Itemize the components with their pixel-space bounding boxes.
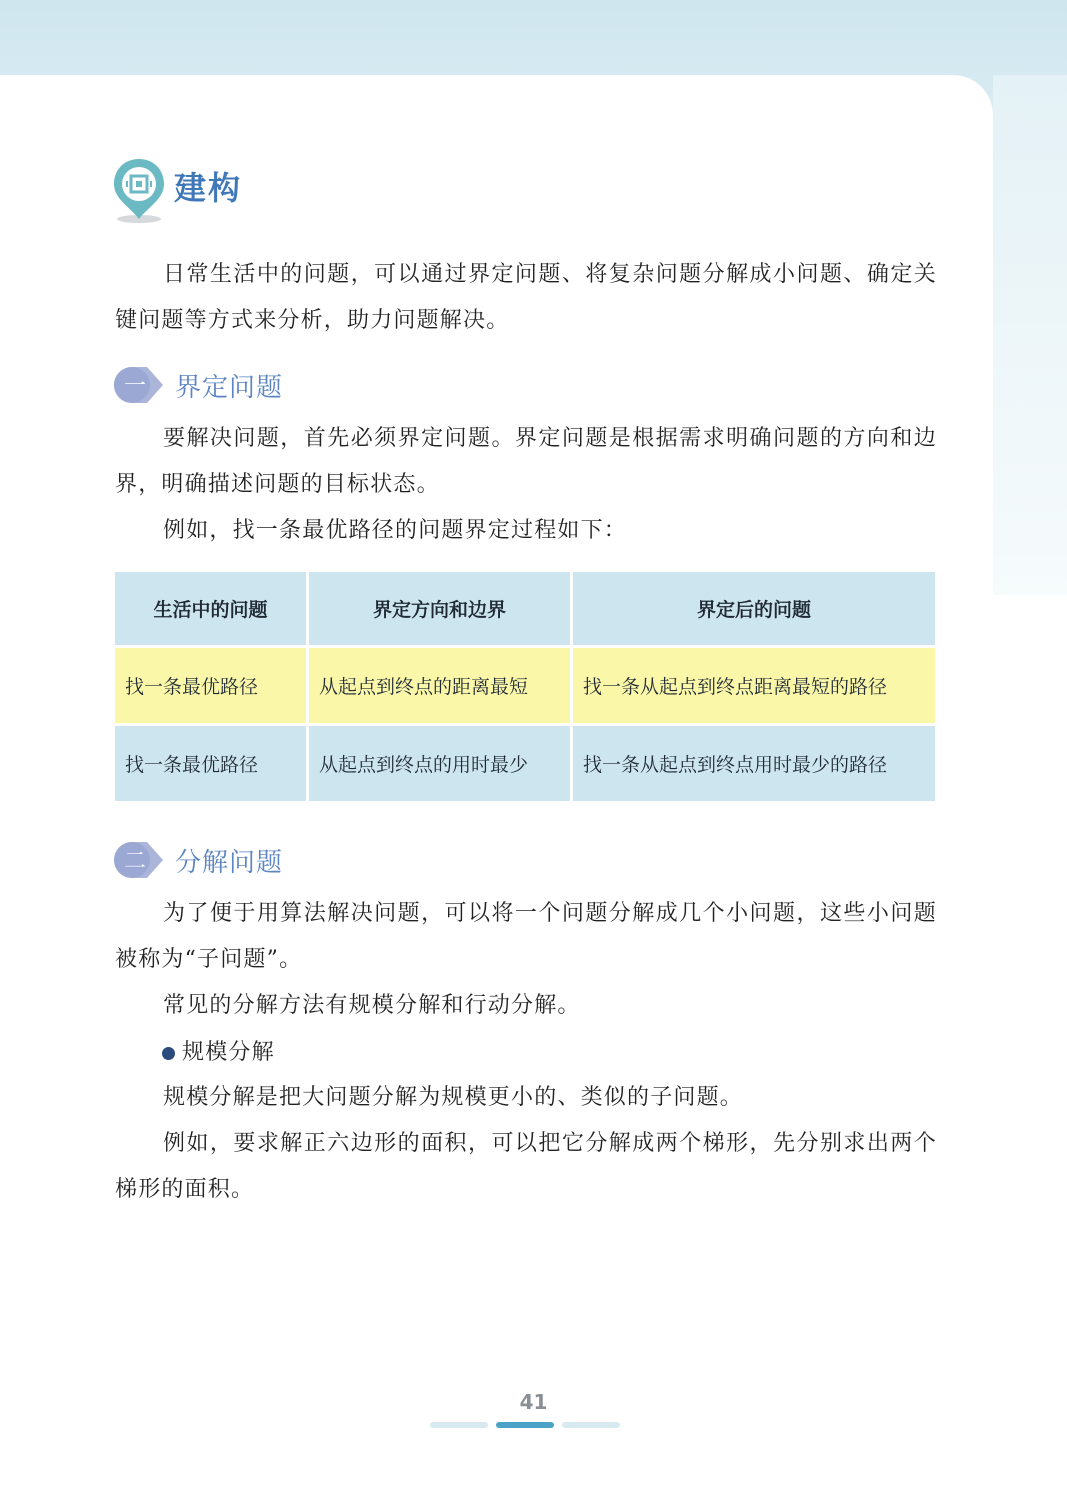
table-cell: 找一条从起点到终点用时最少的路径 bbox=[573, 726, 935, 804]
main-heading bbox=[110, 155, 242, 225]
page-bar-center bbox=[496, 1422, 554, 1428]
bullet-label: 规模分解 bbox=[182, 1040, 275, 1065]
section-heading-decompose bbox=[113, 840, 283, 880]
scale-decomposition-paragraph: 规模分解是把大问题分解为规模更小的、类似的子问题。 bbox=[163, 1085, 744, 1110]
table-cell: 找一条从起点到终点距离最短的路径 bbox=[573, 648, 935, 726]
page-number: 41 bbox=[519, 1390, 548, 1414]
section-title-decompose: 分解问题 bbox=[175, 847, 284, 878]
section-badge-1 bbox=[113, 366, 165, 404]
definition-table bbox=[115, 572, 935, 804]
page-number-decoration bbox=[430, 1422, 620, 1430]
map-pin-icon bbox=[110, 155, 168, 225]
heading-title: 建构 bbox=[174, 169, 243, 207]
define-example-paragraph: 例如，找一条最优路径的问题界定过程如下： bbox=[163, 518, 628, 543]
section-heading-define bbox=[113, 365, 283, 405]
page-bar-left bbox=[430, 1422, 488, 1428]
table-cell: 从起点到终点的用时最少 bbox=[309, 726, 573, 804]
section-badge-2-label: 二 bbox=[123, 849, 147, 874]
section-badge-1-label: 一 bbox=[123, 374, 147, 399]
table-cell: 找一条最优路径 bbox=[115, 726, 309, 804]
right-margin-strip bbox=[993, 75, 1067, 595]
table-header-cell: 生活中的问题 bbox=[115, 572, 309, 648]
intro-paragraph: 日常生活中的问题，可以通过界定问题、将复杂问题分解成小问题、确定关键问题等方式来分析，助力问题解决。 bbox=[115, 262, 937, 333]
table-row bbox=[115, 726, 935, 804]
decompose-paragraph: 为了便于用算法解决问题，可以将一个问题分解成几个小问题，这些小问题被称为“子问题”。 bbox=[115, 901, 937, 972]
table-cell: 找一条最优路径 bbox=[115, 648, 309, 726]
hexagon-example-paragraph: 例如，要求解正六边形的面积，可以把它分解成两个梯形，先分别求出两个梯形的面积。 bbox=[115, 1131, 937, 1202]
bullet-dot-icon bbox=[162, 1047, 175, 1060]
bullet-scale-decomposition bbox=[162, 1030, 275, 1076]
table-header-cell: 界定方向和边界 bbox=[309, 572, 573, 648]
page-bar-right bbox=[562, 1422, 620, 1428]
section-title-define: 界定问题 bbox=[175, 372, 284, 403]
section-badge-2 bbox=[113, 841, 165, 879]
table-row bbox=[115, 648, 935, 726]
decompose-methods-paragraph: 常见的分解方法有规模分解和行动分解。 bbox=[163, 993, 581, 1018]
table-header-row bbox=[115, 572, 935, 648]
table-cell: 从起点到终点的距离最短 bbox=[309, 648, 573, 726]
table-header-cell: 界定后的问题 bbox=[573, 572, 935, 648]
define-paragraph: 要解决问题，首先必须界定问题。界定问题是根据需求明确问题的方向和边界，明确描述问题的目标状态。 bbox=[115, 426, 937, 497]
